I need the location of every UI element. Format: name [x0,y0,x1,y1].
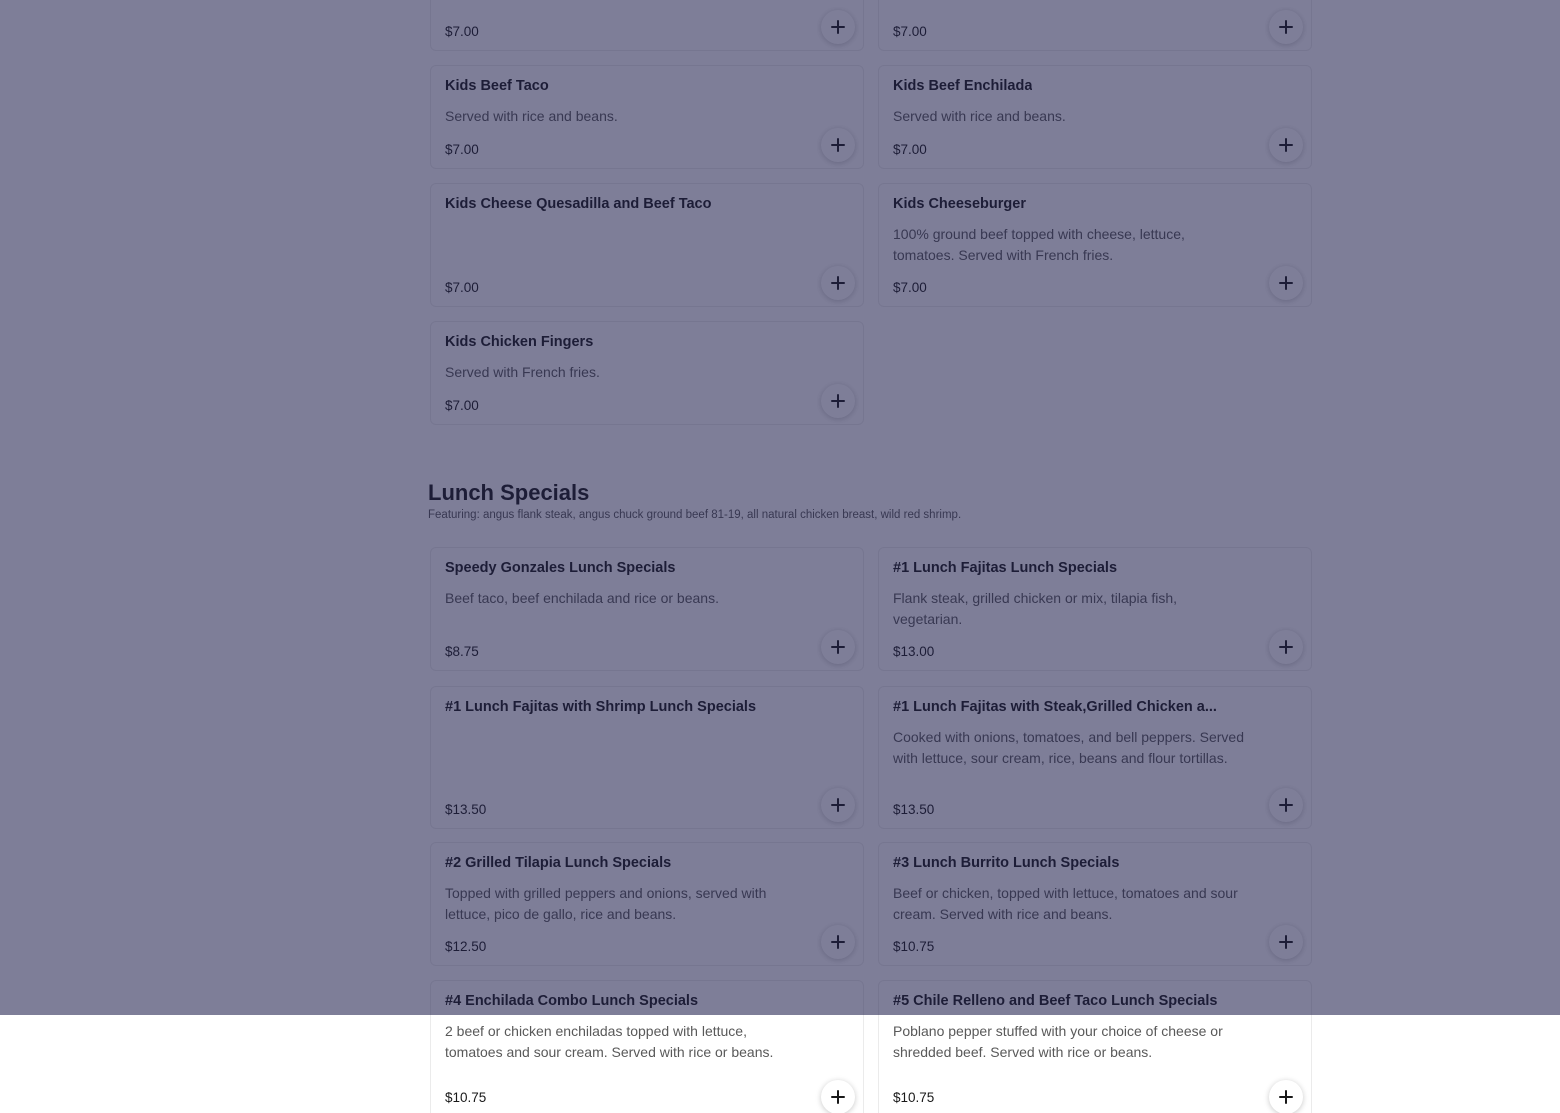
item-description: Poblano pepper stuffed with your choice of cheese or shredded beef. Served with rice or beans. [893,1023,1223,1060]
plus-icon [1279,1090,1293,1104]
add-item-button[interactable] [821,1080,855,1113]
plus-icon [831,1090,845,1104]
item-price: $10.75 [445,1090,487,1105]
add-item-button[interactable] [1269,1080,1303,1113]
item-price: $10.75 [893,1090,935,1105]
item-description: 2 beef or chicken enchiladas topped with lettuce, tomatoes and sour cream. Served with rice or beans. [445,1023,774,1060]
